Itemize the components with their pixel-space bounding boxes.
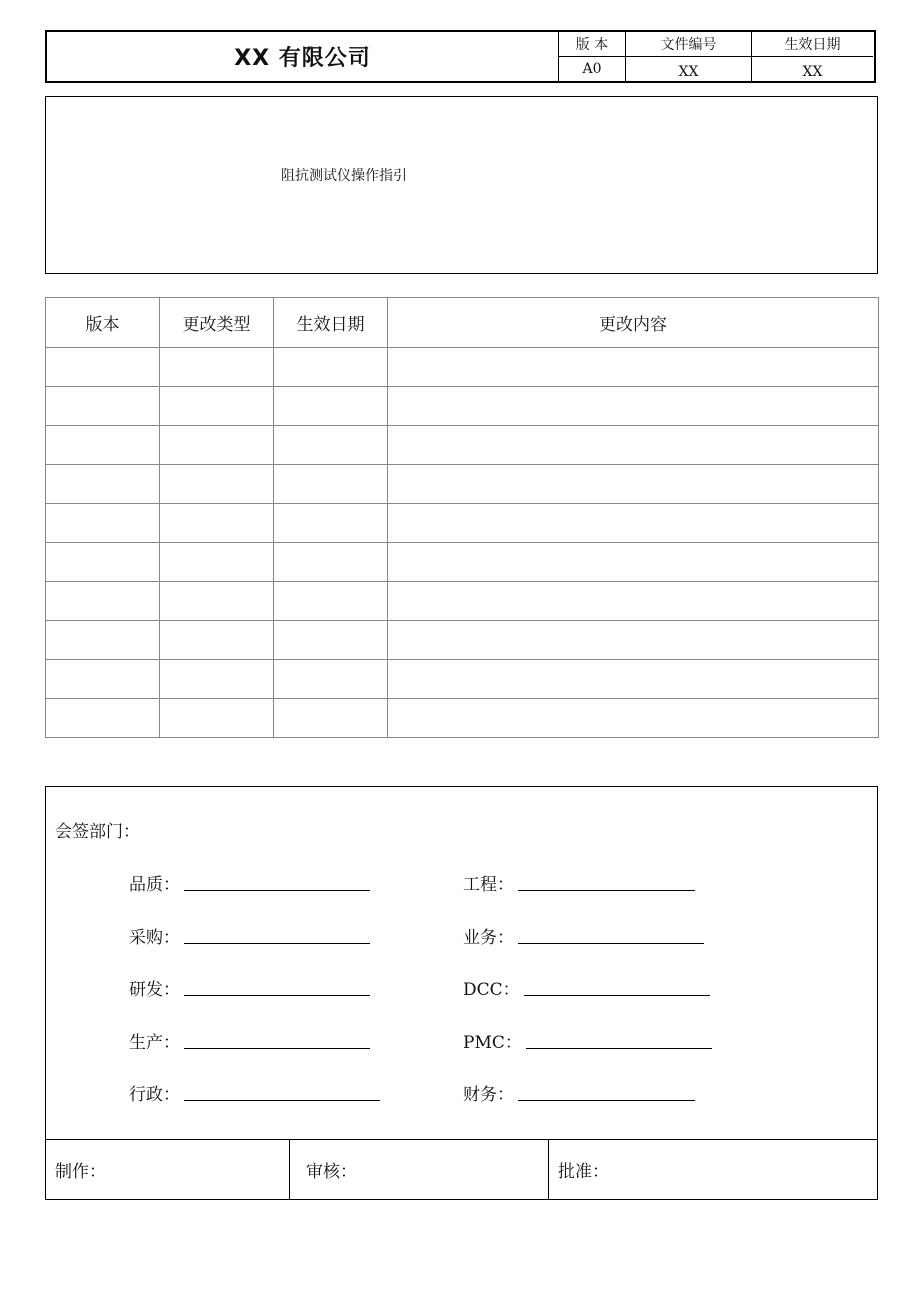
signoff-admin (129, 1080, 380, 1105)
table-cell[interactable] (46, 621, 160, 660)
effective-date-value: XX (802, 64, 823, 80)
table-cell[interactable] (46, 504, 160, 543)
departments-label: 会签部门： (55, 822, 140, 842)
table-cell[interactable] (160, 543, 274, 582)
table-row (46, 426, 879, 465)
purchasing-label: 采购： (129, 928, 180, 948)
signoff-pmc (463, 1028, 712, 1053)
finance-label: 财务： (463, 1085, 514, 1105)
table-cell[interactable] (388, 660, 879, 699)
table-cell[interactable] (46, 582, 160, 621)
table-cell[interactable] (160, 699, 274, 738)
document-title: 阻抗测试仪操作指引 (281, 168, 407, 184)
col-change-type: 更改类型 (160, 298, 274, 348)
effective-date-label: 生效日期 (752, 32, 873, 57)
table-cell[interactable] (274, 348, 388, 387)
purchasing-signature-line[interactable] (184, 942, 370, 944)
col-version: 版本 (46, 298, 160, 348)
table-cell[interactable] (46, 660, 160, 699)
table-cell[interactable] (160, 465, 274, 504)
table-cell[interactable] (388, 582, 879, 621)
title-box (45, 96, 878, 274)
table-cell[interactable] (46, 348, 160, 387)
table-cell[interactable] (160, 660, 274, 699)
signoff-dcc (463, 975, 710, 1000)
table-cell[interactable] (46, 387, 160, 426)
revision-table-header (46, 298, 879, 348)
approval-row (46, 1139, 877, 1199)
admin-label: 行政： (129, 1085, 180, 1105)
signoff-quality (129, 870, 370, 895)
production-signature-line[interactable] (184, 1047, 370, 1049)
table-cell[interactable] (46, 543, 160, 582)
table-cell[interactable] (388, 465, 879, 504)
table-cell[interactable] (388, 621, 879, 660)
signoff-production (129, 1028, 370, 1053)
signoff-purchasing (129, 923, 370, 948)
company-name: XX 有限公司 (234, 46, 371, 71)
table-row (46, 387, 879, 426)
table-cell[interactable] (274, 387, 388, 426)
table-cell[interactable] (160, 621, 274, 660)
rnd-label: 研发： (129, 980, 180, 1000)
approved-by-label: 批准： (558, 1162, 609, 1182)
dcc-signature-line[interactable] (524, 994, 710, 996)
table-row (46, 621, 879, 660)
table-cell[interactable] (274, 660, 388, 699)
rnd-signature-line[interactable] (184, 994, 370, 996)
table-row (46, 660, 879, 699)
table-cell[interactable] (160, 387, 274, 426)
table-cell[interactable] (274, 621, 388, 660)
table-cell[interactable] (388, 387, 879, 426)
dcc-label: DCC： (463, 980, 520, 1000)
document-header (45, 30, 876, 83)
table-row (46, 582, 879, 621)
table-cell[interactable] (160, 582, 274, 621)
table-cell[interactable] (388, 504, 879, 543)
table-cell[interactable] (274, 582, 388, 621)
table-cell[interactable] (46, 465, 160, 504)
table-row (46, 504, 879, 543)
engineering-label: 工程： (463, 875, 514, 895)
table-cell[interactable] (274, 543, 388, 582)
signoff-engineering (463, 870, 695, 895)
table-cell[interactable] (160, 348, 274, 387)
made-by-label: 制作： (55, 1162, 106, 1182)
header-meta-grid (558, 32, 874, 81)
production-label: 生产： (129, 1033, 180, 1053)
table-cell[interactable] (388, 543, 879, 582)
signoff-sales (463, 923, 704, 948)
quality-signature-line[interactable] (184, 889, 370, 891)
pmc-label: PMC： (463, 1033, 522, 1053)
doc-no-value: XX (626, 57, 752, 81)
pmc-signature-line[interactable] (526, 1047, 712, 1049)
version-value: A0 (559, 57, 626, 81)
table-cell[interactable] (160, 504, 274, 543)
table-cell[interactable] (274, 504, 388, 543)
sales-signature-line[interactable] (518, 942, 704, 944)
table-row (46, 699, 879, 738)
sales-label: 业务： (463, 928, 514, 948)
col-change-content: 更改内容 (388, 298, 879, 348)
revision-table (45, 297, 879, 738)
approved-by-cell[interactable] (549, 1140, 877, 1199)
table-cell[interactable] (274, 465, 388, 504)
table-cell[interactable] (160, 426, 274, 465)
quality-label: 品质： (129, 875, 180, 895)
table-row (46, 348, 879, 387)
reviewed-by-label: 审核： (306, 1162, 357, 1182)
doc-no-label: 文件编号 (626, 32, 752, 57)
table-cell[interactable] (388, 699, 879, 738)
table-cell[interactable] (388, 348, 879, 387)
signoff-box (45, 786, 878, 1200)
reviewed-by-cell[interactable] (290, 1140, 549, 1199)
table-cell[interactable] (388, 426, 879, 465)
col-effective-date: 生效日期 (274, 298, 388, 348)
table-cell[interactable] (274, 699, 388, 738)
engineering-signature-line[interactable] (518, 889, 695, 891)
admin-signature-line[interactable] (184, 1099, 380, 1101)
finance-signature-line[interactable] (518, 1099, 695, 1101)
table-row (46, 465, 879, 504)
signoff-finance (463, 1080, 695, 1105)
version-label: 版 本 (559, 32, 626, 57)
table-cell[interactable] (46, 426, 160, 465)
table-row (46, 543, 879, 582)
made-by-cell[interactable] (46, 1140, 290, 1199)
table-cell[interactable] (274, 426, 388, 465)
signoff-rnd (129, 975, 370, 1000)
table-cell[interactable] (46, 699, 160, 738)
